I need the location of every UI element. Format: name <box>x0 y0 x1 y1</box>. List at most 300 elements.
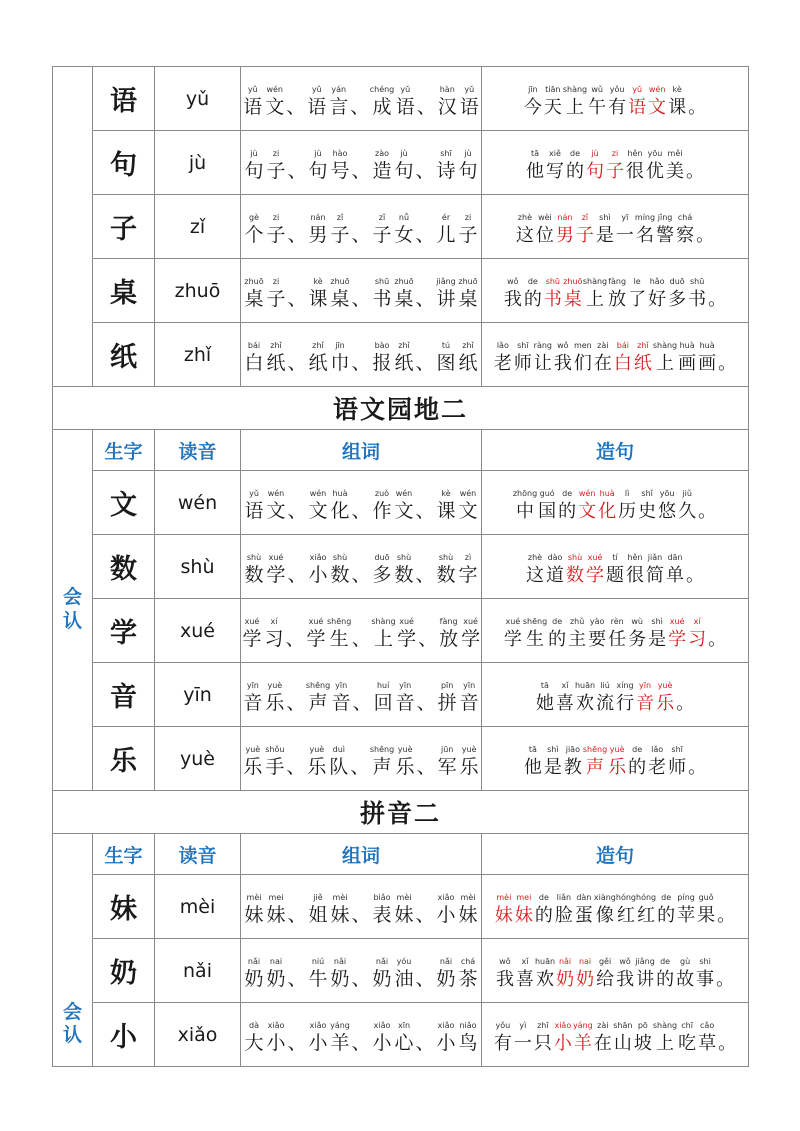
hanzi: 。 <box>717 905 736 926</box>
sentence-cell <box>482 535 749 599</box>
separator: 、 <box>351 288 371 310</box>
hanzi: 了 <box>628 289 647 310</box>
category-cell <box>53 430 93 791</box>
pinyin-annotation: chéng <box>369 85 395 94</box>
pinyin-annotation: wǒ <box>507 277 519 286</box>
pinyin-annotation: xiǎo <box>267 1021 285 1030</box>
hanzi: 作 <box>372 500 392 522</box>
pinyin-annotation: xiǎo <box>437 1021 455 1030</box>
pinyin-annotation: yuè <box>461 745 477 754</box>
hanzi-with-pinyin <box>457 489 479 524</box>
hanzi: 。 <box>686 161 704 182</box>
hanzi: 我 <box>503 289 522 310</box>
hanzi-with-pinyin <box>695 213 715 248</box>
hanzi-with-pinyin <box>306 681 330 716</box>
pinyin-annotation: xíng <box>616 681 634 690</box>
hanzi: 手 <box>265 756 285 778</box>
hanzi-with-pinyin <box>707 617 727 652</box>
hanzi: 今 <box>523 97 542 118</box>
hanzi: 她 <box>535 693 554 714</box>
hanzi-with-pinyin <box>627 745 647 780</box>
hanzi: 名 <box>635 225 654 246</box>
sentence-line <box>513 489 717 524</box>
pinyin-annotation: shàng <box>371 617 396 626</box>
pinyin-annotation: wǒ <box>557 341 569 350</box>
word <box>371 617 417 652</box>
hanzi-with-pinyin <box>371 893 393 928</box>
word <box>307 893 351 928</box>
character-cell: 学 <box>93 599 155 663</box>
pinyin-annotation: xiǎo <box>373 1021 391 1030</box>
hanzi-with-pinyin <box>675 213 695 248</box>
character-cell: 句 <box>93 131 155 195</box>
hanzi: 的 <box>656 969 675 990</box>
pinyin-annotation: yáng <box>330 1021 350 1030</box>
word <box>435 553 479 588</box>
pinyin-annotation: zài <box>597 1021 609 1030</box>
hanzi-with-pinyin <box>241 617 263 652</box>
hanzi-with-pinyin <box>305 617 327 652</box>
hanzi: 学 <box>266 564 286 586</box>
hanzi-with-pinyin <box>371 149 393 184</box>
hanzi-with-pinyin <box>535 213 555 248</box>
pinyin-annotation: zì <box>464 553 472 562</box>
hanzi: 故 <box>676 969 695 990</box>
pinyin-annotation: tí <box>612 553 618 562</box>
hanzi: 化 <box>598 501 617 522</box>
hanzi-with-pinyin <box>617 489 637 524</box>
hanzi: 一 <box>513 1033 532 1054</box>
pinyin-annotation: xué <box>463 617 478 626</box>
hanzi: 乐 <box>608 757 627 778</box>
hanzi-with-pinyin <box>535 957 555 992</box>
word <box>242 681 286 716</box>
words-line <box>241 617 482 652</box>
hanzi: 优 <box>646 161 664 182</box>
pinyin-annotation: jù <box>400 149 408 158</box>
highlighted-word <box>553 1021 593 1056</box>
highlighted-word <box>583 745 627 780</box>
pinyin-annotation: hóng <box>636 893 657 902</box>
hanzi-with-pinyin <box>687 745 707 780</box>
hanzi-with-pinyin <box>435 213 457 248</box>
section-title-row <box>53 387 749 430</box>
hanzi-with-pinyin <box>613 1021 633 1056</box>
pinyin-annotation: zhè <box>527 553 543 562</box>
pinyin-cell: jù <box>155 131 241 195</box>
pinyin-annotation: kè <box>672 85 682 94</box>
hanzi-with-pinyin <box>435 1021 457 1056</box>
hanzi-with-pinyin <box>665 149 685 184</box>
hanzi: 小 <box>308 1032 328 1054</box>
hanzi: 学 <box>461 628 481 650</box>
hanzi: 句 <box>586 161 604 182</box>
hanzi: 的 <box>566 161 584 182</box>
hanzi-with-pinyin <box>633 1021 653 1056</box>
pinyin-annotation: yǔ <box>249 489 259 498</box>
hanzi: 很 <box>626 161 644 182</box>
pinyin-annotation: wén <box>395 489 413 498</box>
hanzi: 学 <box>306 628 326 650</box>
pinyin-annotation: jù <box>591 149 599 158</box>
hanzi: 午 <box>588 97 607 118</box>
word <box>243 341 287 376</box>
hanzi-with-pinyin <box>329 553 351 588</box>
hanzi-with-pinyin <box>543 85 563 120</box>
hanzi-with-pinyin <box>458 681 480 716</box>
hanzi-with-pinyin <box>677 341 697 376</box>
word <box>435 489 479 524</box>
hanzi-with-pinyin <box>563 745 583 780</box>
word <box>305 617 351 652</box>
words-cell <box>241 939 482 1003</box>
pinyin-annotation: hào <box>332 149 348 158</box>
hanzi: 欢 <box>536 969 554 990</box>
hanzi: 茶 <box>458 968 478 990</box>
hanzi: 上 <box>655 353 674 374</box>
hanzi: 妹 <box>330 904 350 926</box>
hanzi-with-pinyin <box>435 149 457 184</box>
pinyin-annotation: xué <box>268 553 284 562</box>
hanzi-with-pinyin <box>515 213 535 248</box>
pinyin-annotation: hěn <box>627 553 643 562</box>
hanzi-with-pinyin <box>615 681 635 716</box>
hanzi: 给 <box>596 969 615 990</box>
pinyin-annotation: jiǔ <box>682 489 692 498</box>
pinyin-annotation: yáng <box>572 1021 593 1030</box>
hanzi: 语 <box>395 96 415 118</box>
word <box>438 617 482 652</box>
hanzi: 脸 <box>554 905 573 926</box>
hanzi-with-pinyin <box>371 957 393 992</box>
sentence-cell <box>482 195 749 259</box>
hanzi: 学 <box>668 629 687 650</box>
hanzi: 文 <box>394 500 414 522</box>
hanzi-with-pinyin <box>503 617 523 652</box>
hanzi-with-pinyin <box>458 85 480 120</box>
hanzi-with-pinyin <box>307 893 329 928</box>
hanzi-with-pinyin <box>595 213 615 248</box>
pinyin-annotation: shī <box>517 341 529 350</box>
hanzi-with-pinyin <box>613 341 633 376</box>
category-cell-empty <box>53 67 93 387</box>
sentence-cell <box>482 131 749 195</box>
hanzi-with-pinyin <box>393 277 415 312</box>
hanzi-with-pinyin <box>525 553 545 588</box>
hanzi: 奶 <box>576 969 595 990</box>
separator: 、 <box>352 692 372 714</box>
table-row <box>53 1003 749 1067</box>
hanzi: 书 <box>688 289 707 310</box>
hanzi: 。 <box>708 629 727 650</box>
hanzi-with-pinyin <box>523 617 547 652</box>
separator: 、 <box>351 352 371 374</box>
hanzi: 小 <box>308 564 328 586</box>
hanzi-with-pinyin <box>647 745 667 780</box>
words-line <box>243 957 479 992</box>
table-row <box>53 471 749 535</box>
word <box>371 1021 415 1056</box>
separator: 、 <box>415 224 435 246</box>
sentence-line <box>494 893 736 928</box>
pinyin-annotation: pīn <box>440 681 454 690</box>
hanzi-with-pinyin <box>696 893 716 928</box>
hanzi: 任 <box>608 629 627 650</box>
table-row <box>53 195 749 259</box>
hanzi-with-pinyin <box>435 277 457 312</box>
pinyin-annotation: gù <box>679 957 691 966</box>
header-sentence: 造句 <box>482 834 749 875</box>
hanzi: 师 <box>668 757 687 778</box>
hanzi-with-pinyin <box>393 489 415 524</box>
sentence-line <box>515 213 715 248</box>
separator: 、 <box>351 628 371 650</box>
word <box>436 85 480 120</box>
pinyin-annotation: huān <box>574 681 596 690</box>
pinyin-annotation: kè <box>313 277 323 286</box>
hanzi-with-pinyin <box>329 957 351 992</box>
hanzi-with-pinyin <box>436 85 458 120</box>
hanzi: 务 <box>628 629 647 650</box>
hanzi-with-pinyin <box>597 489 617 524</box>
hanzi: 课 <box>436 500 456 522</box>
hanzi: 声 <box>372 756 392 778</box>
table-row <box>53 131 749 195</box>
hanzi: 乐 <box>656 693 675 714</box>
pinyin-annotation: yīn <box>335 681 348 690</box>
pinyin-annotation: hǎo <box>649 277 665 286</box>
highlighted-word <box>577 489 617 524</box>
words-line <box>243 277 479 312</box>
hanzi-with-pinyin <box>707 277 727 312</box>
hanzi: 妹 <box>494 905 513 926</box>
hanzi-with-pinyin <box>307 149 329 184</box>
pinyin-annotation: ràng <box>533 341 553 350</box>
pinyin-annotation: yán <box>331 85 347 94</box>
pinyin-annotation: hěn <box>627 149 643 158</box>
pinyin-annotation: mèi <box>396 893 412 902</box>
sentence-cell <box>482 939 749 1003</box>
pinyin-annotation: jiǎn <box>647 553 663 562</box>
hanzi-with-pinyin <box>667 617 687 652</box>
pinyin-annotation: wǒ <box>499 957 511 966</box>
hanzi-with-pinyin <box>655 681 675 716</box>
word <box>371 553 415 588</box>
words-cell <box>241 195 482 259</box>
hanzi-with-pinyin <box>457 277 479 312</box>
pinyin-annotation: niǎo <box>459 1021 477 1030</box>
hanzi: 学 <box>397 628 417 650</box>
separator: 、 <box>418 628 438 650</box>
hanzi-with-pinyin <box>329 893 351 928</box>
pinyin-annotation: chī <box>681 1021 693 1030</box>
hanzi-with-pinyin <box>265 149 287 184</box>
pinyin-annotation: shù <box>438 553 454 562</box>
pinyin-annotation: yǒu <box>609 85 625 94</box>
hanzi-with-pinyin <box>307 213 329 248</box>
pinyin-annotation: shēng <box>305 681 331 690</box>
pinyin-annotation: hóng <box>615 893 636 902</box>
sentence-cell <box>482 67 749 131</box>
table-row <box>53 535 749 599</box>
words-cell <box>241 471 482 535</box>
hanzi: 上 <box>565 97 584 118</box>
hanzi-with-pinyin <box>533 341 553 376</box>
word <box>370 745 416 780</box>
pinyin-annotation: zhōng <box>512 489 538 498</box>
hanzi: 上 <box>585 289 604 310</box>
category-char: 认 <box>62 610 82 632</box>
sentence-cell <box>482 599 749 663</box>
hanzi-with-pinyin <box>575 681 595 716</box>
pinyin-annotation: gěi <box>598 957 612 966</box>
hanzi-with-pinyin <box>242 85 264 120</box>
hanzi: 语 <box>244 500 264 522</box>
pinyin-annotation: yuè <box>309 745 325 754</box>
hanzi: 音 <box>243 692 263 714</box>
hanzi: 乐 <box>395 756 415 778</box>
pinyin-annotation: niú <box>311 957 325 966</box>
hanzi: 小 <box>436 904 456 926</box>
hanzi: 是 <box>543 757 562 778</box>
word <box>435 957 479 992</box>
hanzi-with-pinyin <box>647 85 667 120</box>
pinyin-annotation: dān <box>667 553 683 562</box>
hanzi: 在 <box>593 1033 612 1054</box>
word <box>435 893 479 928</box>
pinyin-cell: zhǐ <box>155 323 241 387</box>
hanzi-with-pinyin <box>557 489 577 524</box>
word <box>307 277 351 312</box>
pinyin-annotation: shù <box>332 553 348 562</box>
hanzi: 妹 <box>394 904 414 926</box>
pinyin-annotation: de <box>660 957 671 966</box>
hanzi: 声 <box>308 692 328 714</box>
sentence-line <box>523 85 707 120</box>
pinyin-cell: yuè <box>155 727 241 791</box>
separator: 、 <box>287 1032 307 1054</box>
words-cell <box>241 323 482 387</box>
pinyin-annotation: wén <box>459 489 477 498</box>
hanzi: 奶 <box>372 968 392 990</box>
hanzi-with-pinyin <box>655 213 675 248</box>
hanzi: 音 <box>331 692 351 714</box>
pinyin-annotation: chá <box>677 213 693 222</box>
hanzi-with-pinyin <box>687 277 707 312</box>
hanzi: 奶 <box>266 968 286 990</box>
words-cell <box>241 727 482 791</box>
words-line <box>243 213 479 248</box>
hanzi: 音 <box>636 693 655 714</box>
sentence-line <box>525 149 705 184</box>
word <box>243 957 287 992</box>
pinyin-annotation: wén <box>267 489 285 498</box>
pinyin-annotation: shū <box>374 277 390 286</box>
hanzi: 个 <box>244 224 264 246</box>
words-cell <box>241 663 482 727</box>
pinyin-annotation: shù <box>567 553 583 562</box>
words-cell <box>241 599 482 663</box>
separator: 、 <box>415 968 435 990</box>
pinyin-annotation: huà <box>699 341 715 350</box>
pinyin-annotation: wǒ <box>619 957 631 966</box>
hanzi-with-pinyin <box>457 1021 479 1056</box>
pinyin-annotation: jiāo <box>565 745 580 754</box>
pinyin-annotation: yōu <box>647 149 663 158</box>
hanzi: 上 <box>655 1033 674 1054</box>
word <box>307 1021 351 1056</box>
hanzi-with-pinyin <box>685 149 705 184</box>
hanzi: 他 <box>523 757 542 778</box>
pinyin-annotation: tā <box>540 681 549 690</box>
hanzi: 题 <box>606 565 624 586</box>
hanzi-with-pinyin <box>554 893 574 928</box>
hanzi-with-pinyin <box>573 1021 593 1056</box>
pinyin-annotation: de <box>632 745 643 754</box>
highlighted-word <box>565 553 605 588</box>
hanzi: 行 <box>616 693 635 714</box>
hanzi-with-pinyin <box>665 553 685 588</box>
pinyin-annotation: de <box>527 277 538 286</box>
hanzi: 。 <box>676 693 695 714</box>
separator: 、 <box>415 1032 435 1054</box>
pinyin-annotation: wén <box>266 85 283 94</box>
hanzi-with-pinyin <box>555 213 575 248</box>
pinyin-annotation: duō <box>374 553 390 562</box>
pinyin-annotation: nán <box>557 213 573 222</box>
pinyin-annotation: yuè <box>397 745 413 754</box>
hanzi: 成 <box>372 96 392 118</box>
table-row <box>53 323 749 387</box>
separator: 、 <box>351 500 371 522</box>
hanzi-with-pinyin <box>265 553 287 588</box>
word <box>371 893 415 928</box>
hanzi: 喜 <box>555 693 574 714</box>
hanzi: 放 <box>608 289 627 310</box>
vocabulary-table <box>52 66 749 1067</box>
pinyin-annotation: shì <box>651 617 663 626</box>
pinyin-annotation: mèi <box>460 893 476 902</box>
hanzi: 子 <box>266 160 286 182</box>
pinyin-annotation: zhuō <box>458 277 478 286</box>
pinyin-annotation: yǔ <box>464 85 475 94</box>
words-line <box>242 681 480 716</box>
hanzi: 。 <box>688 757 707 778</box>
hanzi-with-pinyin <box>553 1021 573 1056</box>
pinyin-cell: xiǎo <box>155 1003 241 1067</box>
pinyin-annotation: de <box>562 489 573 498</box>
character-cell: 奶 <box>93 939 155 1003</box>
hanzi: 心 <box>394 1032 414 1054</box>
highlighted-word <box>613 341 653 376</box>
hanzi: 的 <box>523 289 542 310</box>
pinyin-annotation: ér <box>441 213 451 222</box>
hanzi-with-pinyin <box>625 553 645 588</box>
hanzi-with-pinyin <box>537 489 557 524</box>
separator: 、 <box>415 288 435 310</box>
pinyin-cell: nǎi <box>155 939 241 1003</box>
hanzi: 纸 <box>308 352 328 374</box>
table-row <box>53 599 749 663</box>
hanzi-with-pinyin <box>635 213 655 248</box>
words-line <box>243 893 479 928</box>
hanzi: 单 <box>666 565 684 586</box>
hanzi-with-pinyin <box>656 893 676 928</box>
pinyin-annotation: de <box>538 893 549 902</box>
hanzi: 语 <box>628 97 647 118</box>
hanzi: 回 <box>373 692 393 714</box>
hanzi-with-pinyin <box>457 957 479 992</box>
